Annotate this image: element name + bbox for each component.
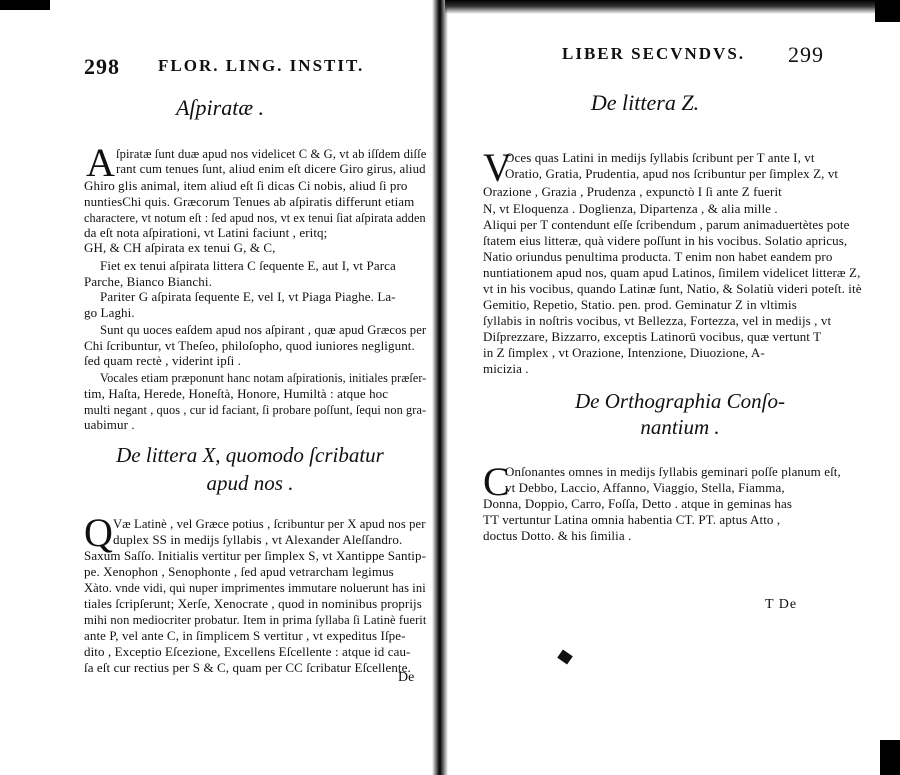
section-title-aspiratae: Aſpiratæ . bbox=[175, 95, 264, 120]
text-line: dito , Exceptio Eſcezione, Excellens Eſcellente : atque id cau- bbox=[84, 644, 411, 659]
text-line: ſed quam rectè , viderint ipſi . bbox=[84, 353, 241, 368]
text-line: ſpiratæ ſunt duæ apud nos videlicet C & G, vt ab iſſdem diſſe bbox=[116, 146, 427, 161]
top-edge-shadow bbox=[445, 0, 900, 14]
text-line: in Z ſimplex , vt Orazione, Intenzione, Diuozione, A- bbox=[483, 345, 765, 360]
text-line: rant cum tenues ſunt, aliud enim eſt dicere Giro girus, aliud bbox=[116, 161, 426, 176]
text-line: tiales ſcripſerunt; Xerſe, Xenocrate , quod in nominibus proprijs bbox=[84, 596, 422, 611]
text-line: mihi non mediocriter probatur. Item in prima ſyllaba ſi Latinè fuerit bbox=[84, 612, 427, 627]
text-line: ſtatem eius litteræ, quà videre poſſunt in his vocibus. Solatio apricus, bbox=[483, 233, 848, 248]
left-catchword: De bbox=[398, 670, 415, 685]
text-line: Fiet ex tenui aſpirata littera C ſequente E, aut I, vt Parca bbox=[100, 258, 396, 273]
text-line: Onſonantes omnes in medijs ſyllabis geminari poſſe planum eſt, bbox=[505, 464, 841, 479]
text-line: TT vertuntur Latina omnia habentia CT. PT. aptus Atto , bbox=[483, 512, 781, 527]
right-running-head: LIBER SECVNDVS. bbox=[562, 44, 746, 63]
text-line: nuntiationem apud nos, quam apud Latinos, ſimilem videlicet litteræ Z, bbox=[483, 265, 861, 280]
text-line: Parche, Bianco Bianchi. bbox=[84, 274, 212, 289]
text-line: uabimur . bbox=[84, 417, 135, 432]
right-page bbox=[445, 0, 900, 775]
right-catchword: T De bbox=[765, 597, 798, 612]
text-line: vt Debbo, Laccio, Affanno, Viaggio, Stella, Fiamma, bbox=[505, 480, 785, 495]
text-line: Oratio, Gratia, Prudentia, apud nos ſcribuntur per ſimplex Z, vt bbox=[505, 166, 839, 181]
right-folio: 299 bbox=[788, 42, 824, 67]
text-line: Orazione , Grazia , Prudenza , expunctò I ſi ante Z fuerit bbox=[483, 184, 782, 199]
text-line: multi negant , quos , cur id faciant, ſi probare poſſunt, ſequi non gra- bbox=[84, 402, 427, 417]
left-folio: 298 bbox=[84, 54, 120, 79]
text-line: doctus Dotto. & his ſimilia . bbox=[483, 528, 632, 543]
text-line: ſyllabis in noſtris vocibus, vt Bellezza, Fortezza, vel in medijs , vt bbox=[483, 313, 832, 328]
text-line: GH, & CH aſpirata ex tenui G, & C, bbox=[84, 240, 276, 255]
text-line: Donna, Doppio, Carro, Foſſa, Detto . atque in geminas has bbox=[483, 496, 792, 511]
text-line: Gemitio, Repetio, Statio. pen. prod. Geminatur Z in vltimis bbox=[483, 297, 797, 312]
scan-border bbox=[880, 740, 900, 775]
drop-cap-c: C bbox=[483, 459, 510, 504]
section-title-orthographia-line2: nantium . bbox=[640, 415, 720, 439]
section-title-littera-z: De littera Z. bbox=[590, 90, 700, 115]
drop-cap-a: A bbox=[86, 140, 115, 185]
text-line: ſa eſt cur rectius per S & C, quam per CC ſcribatur Eſcellente. bbox=[84, 660, 411, 675]
text-line: Væ Latinè , vel Græce potius , ſcribuntur per X apud nos per bbox=[113, 516, 426, 531]
scan-border bbox=[875, 0, 900, 22]
scan-border bbox=[0, 0, 50, 10]
text-line: Vocales etiam præponunt hanc notam aſpirationis, initiales præſer- bbox=[100, 370, 427, 385]
text-line: Oces quas Latini in medijs ſyllabis ſcribunt per T ante I, vt bbox=[505, 150, 815, 165]
text-line: Ghiro glis animal, item aliud eſt ſi dicas Ci nobis, aliud ſi pro bbox=[84, 178, 408, 193]
text-line: charactere, vt notum eſt : ſed apud nos, vt ex tenui ſiat aſpirata adden bbox=[84, 210, 426, 225]
section-title-littera-x-line1: De littera X, quomodo ſcribatur bbox=[116, 443, 384, 467]
text-line: duplex SS in medijs ſyllabis , vt Alexander Aleſſandro. bbox=[113, 532, 403, 547]
text-line: micizia . bbox=[483, 361, 529, 376]
text-line: Aliqui per T contendunt eſſe ſcribendum , parum animaduertètes pote bbox=[483, 217, 850, 232]
left-running-head: FLOR. LING. INSTIT. bbox=[158, 56, 365, 75]
text-line: ante P, vel ante C, in ſimplicem S vertitur , vt expeditus Iſpe- bbox=[84, 628, 406, 643]
text-line: tim, Haſta, Herede, Honeſtà, Honore, Humiltà : atque hoc bbox=[84, 386, 389, 401]
text-line: Xàto. vnde vidi, qui nuper imprimentes immutare noluerunt has ini bbox=[84, 580, 426, 595]
text-line: pe. Xenophon , Senophonte , ſed apud vetrarcham legimus bbox=[84, 564, 394, 579]
section-title-orthographia-line1: De Orthographia Conſo- bbox=[575, 389, 785, 413]
text-line: nuntiesChi quis. Græcorum Tenues ab aſpiratis differunt etiam bbox=[84, 194, 415, 209]
drop-cap-q: Q bbox=[84, 510, 113, 555]
text-line: Diſprezzare, Bizzarro, exceptis Latinorū vocibus, quæ vertunt T bbox=[483, 329, 822, 344]
text-line: go Laghi. bbox=[84, 305, 135, 320]
book-gutter bbox=[432, 0, 448, 775]
section-title-littera-x-line2: apud nos . bbox=[206, 471, 294, 495]
text-line: vt in his vocibus, quando Latinæ ſunt, Natio, & Solatiù videri poteſt. itè bbox=[483, 281, 862, 296]
text-line: Pariter G aſpirata ſequente E, vel I, vt Piaga Piaghe. La- bbox=[100, 289, 396, 304]
left-page bbox=[0, 0, 440, 775]
drop-cap-v: V bbox=[483, 145, 512, 190]
text-line: Natio oriundus penultima producta. T enim non habet eandem pro bbox=[483, 249, 833, 264]
text-line: Chi ſcribuntur, vt Theſeo, philoſopho, quod iuniores negligunt. bbox=[84, 338, 415, 353]
text-line: da eſt nota aſpirationi, vt Latini faciunt , eritq; bbox=[84, 225, 328, 240]
text-line: N, vt Eloquenza . Doglienza, Dipartenza , & alia mille . bbox=[483, 201, 778, 216]
ink-blot bbox=[557, 649, 573, 664]
text-line: Sunt qu uoces eaſdem apud nos aſpirant , quæ apud Græcos per bbox=[100, 322, 427, 337]
text-line: Saxum Saſſo. Initialis vertitur per ſimplex S, vt Xantippe Santip- bbox=[84, 548, 427, 563]
